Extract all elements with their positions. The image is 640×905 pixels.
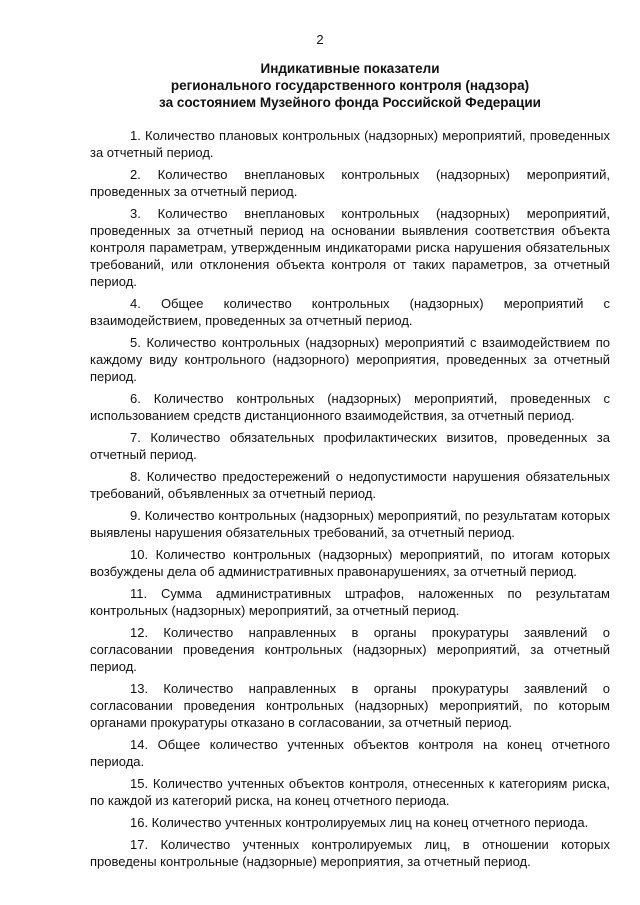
indicator-item-12: 12. Количество направленных в органы прокуратуры заявлений о согласовании проведения контрольных (надзорных) мероприятий, за отчетный период. [90,625,610,674]
indicator-item-8: 8. Количество предостережений о недопустимости нарушения обязательных требований, объявленных за отчетный период. [90,469,610,501]
title-line-3: за состоянием Музейного фонда Российской Федерации [159,95,541,110]
indicator-item-17: 17. Количество учтенных контролируемых лиц, в отношении которых проведены контрольные (надзорные) мероприятия, за отчетный период. [90,837,610,869]
title-line-2: регионального государственного контроля (надзора) [170,78,530,93]
page-number: 2 [316,32,324,47]
indicator-item-1: 1. Количество плановых контрольных (надзорных) мероприятий, проведенных за отчетный период. [90,128,610,160]
document-title [90,60,610,111]
indicator-item-16: 16. Количество учтенных контролируемых лиц на конец отчетного периода. [130,815,589,830]
indicator-item-15: 15. Количество учтенных объектов контроля, отнесенных к категориям риска, по каждой из категорий риска, на конец отчетного периода. [90,776,610,808]
indicator-item-2: 2. Количество внеплановых контрольных (надзорных) мероприятий, проведенных за отчетный период. [90,167,610,199]
indicator-item-10: 10. Количество контрольных (надзорных) мероприятий, по итогам которых возбуждены дела об административных правонарушениях, за отчетный период. [90,547,610,579]
indicator-item-7: 7. Количество обязательных профилактических визитов, проведенных за отчетный период. [90,430,610,462]
indicator-item-6: 6. Количество контрольных (надзорных) мероприятий, проведенных с использованием средств дистанционного взаимодействия, за отчетный период. [90,391,610,423]
indicator-item-4: 4. Общее количество контрольных (надзорных) мероприятий с взаимодействием, проведенных за отчетный период. [90,296,610,328]
indicator-item-3: 3. Количество внеплановых контрольных (надзорных) мероприятий, проведенных за отчетный период на основании выявления соответствия объекта контроля параметрам, утвержденным индикаторами риска нарушения обязательных требований, или отклонения объекта контроля от таких параметров, за отчетный период. [90,206,610,289]
indicator-list [90,127,610,875]
indicator-item-9: 9. Количество контрольных (надзорных) мероприятий, по результатам которых выявлены нарушения обязательных требований, за отчетный период. [90,508,610,540]
indicator-item-13: 13. Количество направленных в органы прокуратуры заявлений о согласовании проведения контрольных (надзорных) мероприятий, по которым органами прокуратуры отказано в согласовании, за отчетный период. [90,681,610,730]
indicator-item-11: 11. Сумма административных штрафов, наложенных по результатам контрольных (надзорных) мероприятий, за отчетный период. [90,586,610,618]
indicator-item-14: 14. Общее количество учтенных объектов контроля на конец отчетного периода. [90,737,610,769]
title-line-1: Индикативные показатели [260,61,440,76]
indicator-item-5: 5. Количество контрольных (надзорных) мероприятий с взаимодействием по каждому виду контрольного (надзорного) мероприятия, проведенных за отчетный период. [90,335,610,384]
